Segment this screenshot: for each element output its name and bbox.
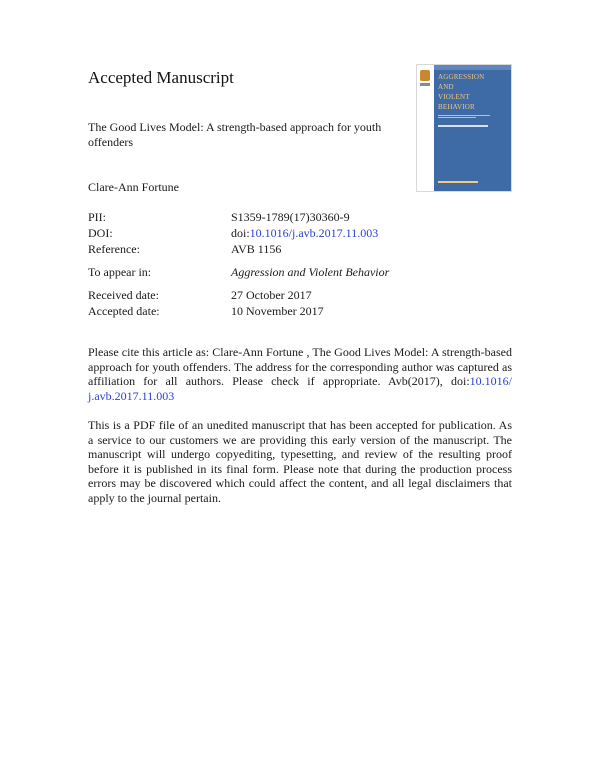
cover-rule	[438, 115, 490, 116]
pii-label: PII:	[88, 210, 106, 224]
doi-prefix: doi:	[231, 226, 250, 240]
citation-doi-link[interactable]: 10.1016/ j.avb.2017.11.003	[88, 374, 512, 403]
reference-label: Reference:	[88, 242, 140, 256]
doi-link[interactable]: 10.1016/j.avb.2017.11.003	[249, 226, 379, 240]
pii-value: S1359-1789(17)30360-9	[231, 210, 350, 224]
citation-text: Please cite this article as: Clare-Ann Fortune , The Good Lives Model: A strength-based approach for youth offenders. The address for the corresponding author was captured as affiliation for all authors. Please check if appropriate. Avb(2017), doi:	[88, 345, 512, 388]
publisher-logo-icon	[420, 70, 430, 81]
accepted-value: 10 November 2017	[231, 304, 324, 318]
cover-editors-line	[438, 125, 488, 127]
journal-name: Aggression and Violent Behavior	[231, 265, 390, 279]
reference-value: AVB 1156	[231, 242, 282, 256]
cover-journal-title	[438, 72, 508, 112]
manuscript-notice	[88, 418, 512, 505]
page-heading: Accepted Manuscript	[88, 68, 234, 87]
cover-title-line: VIOLENT	[438, 93, 470, 101]
cover-title-line: AGGRESSION	[438, 73, 485, 81]
received-label: Received date:	[88, 288, 159, 302]
cover-top-band	[434, 65, 511, 70]
cover-rule	[438, 117, 476, 118]
publisher-logo-caption	[420, 83, 430, 86]
cover-title-line: AND	[438, 83, 454, 91]
doi-label: DOI:	[88, 226, 113, 240]
cover-footer-line	[438, 181, 478, 183]
doi-value	[231, 225, 378, 241]
appear-label: To appear in:	[88, 265, 152, 279]
article-title: The Good Lives Model: A strength-based approach for youth offenders	[88, 120, 382, 149]
journal-cover-image	[416, 64, 512, 192]
author-name: Clare-Ann Fortune	[88, 180, 179, 194]
accepted-label: Accepted date:	[88, 304, 160, 318]
citation-paragraph	[88, 345, 512, 403]
received-value: 27 October 2017	[231, 288, 312, 302]
notice-text: This is a PDF file of an unedited manuscript that has been accepted for publication. As a service to our customers we are providing this early version of the manuscript. The manuscript will undergo copyediting, typesetting, and review of the resulting proof before it is published in its final form. Please note that during the production process errors may be discovered which could affect the content, and all legal disclaimers that apply to the journal pertain.	[88, 418, 512, 505]
cover-title-line: BEHAVIOR	[438, 103, 475, 111]
